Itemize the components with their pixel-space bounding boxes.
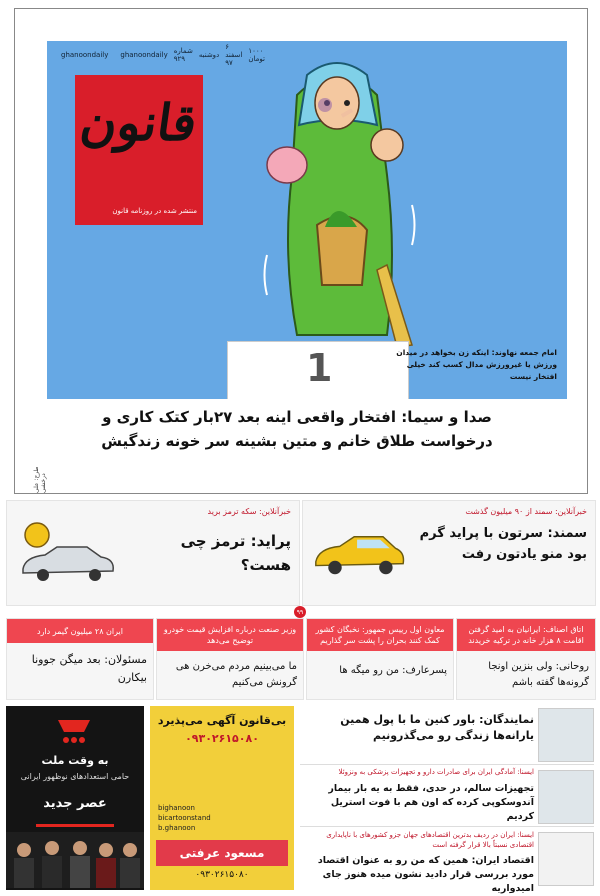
right-story-title[interactable]: اقتصاد ایران: همین که من رو به عنوان اقتصاد مورد بررسی قرار دادید نشون میده هنوز جای امیدواریه: [317, 855, 534, 894]
story-title: پراید: ترمز چی هست؟: [180, 532, 291, 574]
mid-story-band: وزیر صنعت درباره افزایش قیمت خودرو توضیح می‌دهد: [157, 619, 303, 651]
logo-text: قانون: [76, 93, 201, 152]
thumb-economy-icon: [538, 832, 594, 886]
brand-mark-icon: [54, 716, 94, 746]
ad-tagline: به وقت ملت: [41, 754, 109, 767]
illustrator-credit: طرح: علی درخشی: [33, 466, 47, 493]
story-title: سمند: سرتون با پراید گرم بود منو یادتون رفت: [419, 526, 587, 562]
center-badge: ۹۹: [294, 606, 306, 618]
cover-topbar: [55, 43, 265, 67]
headline-box: [47, 399, 567, 461]
mid-story-text: مسئولان: بعد میگن جوونا بیکارن: [31, 653, 147, 684]
story-tag: خبرآنلاین: سمند از ۹۰ میلیون گذشت: [465, 507, 587, 516]
cover-frame: [14, 8, 588, 494]
ad-yellow-footer: ۰۹۳۰۲۶۱۵۰۸۰: [195, 870, 249, 880]
ad-yellow-handle-1: bighanoon: [158, 804, 195, 812]
imam-quote: امام جمعه نهاوند: اینکه زن بخواهد در میدان ورزش یا غیرورزش مدال کسب کند خیلی افتخار نیست: [396, 348, 557, 381]
logo-subtitle: منتشر شده در روزنامه قانون: [112, 207, 197, 215]
right-story-title[interactable]: تجهیزات سالم، در حدی، فقط به یه بار بیمار آندوسکوپی کرده که اون هم با فوت استریل کردیم: [328, 783, 534, 822]
woman-illustration: [237, 55, 437, 355]
cover-illustration: [47, 41, 567, 461]
ad-yellow-title: بی‌قانون آگهی می‌پذیرد: [157, 714, 287, 727]
divider: [300, 764, 594, 765]
podium-number: 1: [306, 346, 333, 390]
mid-story-text: ما می‌بینیم مردم می‌خرن هی گرونش می‌کنیم: [175, 661, 297, 688]
mid-story-band: اتاق اصناف: ایرانیان به امید گرفتن اقامت ۸ هزار خانه در ترکیه خریدند: [457, 619, 595, 651]
podium: [227, 341, 409, 403]
mid-story-text: روحانی: ولی بنزین اونجا گرونه‌ها گفته باشم: [488, 661, 589, 688]
right-story-title[interactable]: نمایندگان: باور کنین ما با پول همین یارانه‌ها زندگی رو می‌گذرونیم: [340, 713, 534, 742]
right-story-tag: ایسنا: ایران در ردیف بدترین اقتصادهای جهان جزو کشورهای با ناپایداری اقتصادی نسبتاً بالا قرار گرفته است: [326, 831, 534, 849]
newspaper-logo: [75, 75, 203, 225]
mid-story-text: پسرعارف: من رو میگه ها: [339, 665, 447, 676]
ad-yellow-banner: مسعود عرفتی: [156, 840, 288, 866]
issue-number: شماره ۹۲۹: [173, 47, 193, 63]
cover-headline: صدا و سیما: افتخار واقعی اینه بعد ۲۷بار کتک کاری و درخواست طلاق خانم و متین بشینه سر خونه زندگیش: [101, 408, 493, 450]
right-story-tag: ایسنا: آمادگی ایران برای صادرات دارو و تجهیزات پزشکی به ونزوئلا: [338, 768, 534, 776]
mid-story-band: ایران ۲۸ میلیون گیمر دارد: [7, 619, 153, 643]
issue-date: ۶ اسفند ۹۷: [225, 43, 243, 67]
social-handle-2: ghanoondaily: [120, 51, 168, 59]
ad-yellow-phone: ۰۹۳۰۲۶۱۵۰۸۰: [185, 732, 259, 745]
ad-brand: عصر جدید: [36, 796, 114, 827]
issue-price: ۱۰۰۰ تومان: [248, 47, 265, 63]
judges-photo: [6, 832, 144, 888]
thumb-money-icon: [538, 708, 594, 762]
ad-bighanoon[interactable]: [150, 706, 294, 890]
story-tag: خبرآنلاین: سکه ترمز برید: [207, 507, 291, 516]
mid-story-2[interactable]: [306, 618, 454, 700]
ad-yellow-handle-3: b.ghanoon: [158, 824, 196, 832]
ad-subtitle: حامی استعدادهای نوظهور ایرانی: [20, 772, 130, 781]
mid-story-1[interactable]: [456, 618, 596, 700]
story-pride[interactable]: [6, 500, 300, 606]
car-coin-illustration: [15, 511, 125, 591]
car-illustration: [311, 531, 407, 579]
mid-story-3[interactable]: [156, 618, 304, 700]
mid-story-band: معاون اول رییس جمهور: نخبگان کشور کمک کنند بحران را پشت سر گذاریم: [307, 619, 453, 651]
thumb-equipment-icon: [538, 770, 594, 824]
mid-story-4[interactable]: [6, 618, 154, 700]
ad-yellow-handle-2: bicartoonstand: [158, 814, 211, 822]
story-samand[interactable]: [302, 500, 596, 606]
ad-asr-jadid[interactable]: [6, 706, 144, 890]
divider: [300, 826, 594, 827]
right-column: [300, 706, 594, 894]
weekday: دوشنبه: [198, 51, 220, 59]
social-handle-1: ghanoondaily: [61, 51, 109, 59]
